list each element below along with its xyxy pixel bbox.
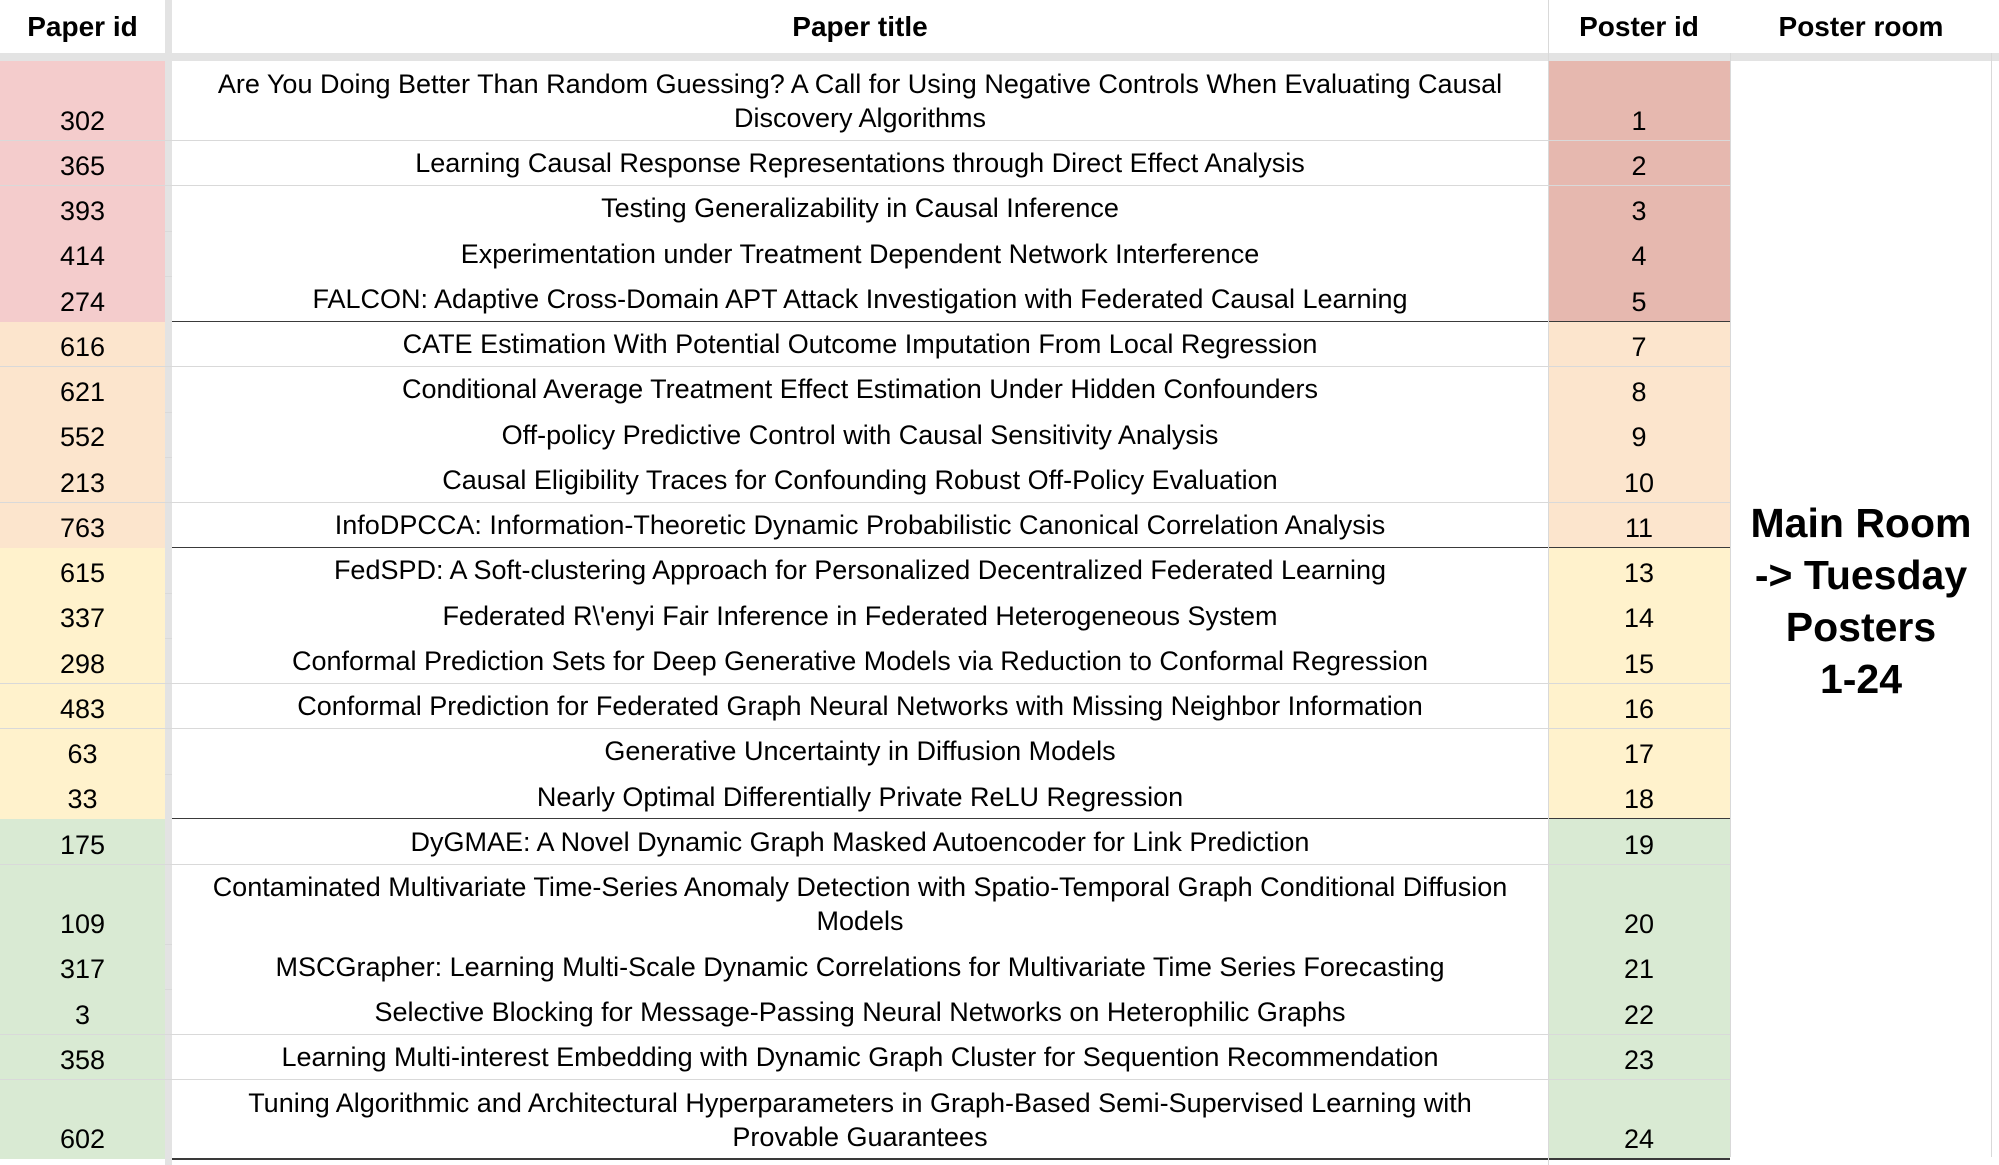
paper-title-cell[interactable]: Causal Eligibility Traces for Confounding Robust Off-Policy Evaluation <box>172 457 1548 502</box>
paper-title-cell[interactable]: Off-policy Predictive Control with Causal Sensitivity Analysis <box>172 412 1548 457</box>
header-poster-id[interactable]: Poster id <box>1548 0 1730 53</box>
paper-id-cell[interactable]: 602 <box>0 1080 165 1160</box>
paper-title-cell[interactable]: Conformal Prediction for Federated Graph Neural Networks with Missing Neighbor Information <box>172 684 1548 729</box>
table-row <box>0 276 1730 321</box>
table-row <box>0 989 1730 1034</box>
paper-title-cell[interactable]: Experimentation under Treatment Dependent Network Interference <box>172 231 1548 276</box>
table-row <box>0 1035 1730 1080</box>
header-paper-title[interactable]: Paper title <box>172 0 1548 53</box>
table-row <box>0 684 1730 729</box>
poster-id-cell[interactable]: 16 <box>1548 684 1730 729</box>
paper-title-cell[interactable]: DyGMAE: A Novel Dynamic Graph Masked Autoencoder for Link Prediction <box>172 819 1548 864</box>
column-divider <box>1548 0 1549 1165</box>
paper-title-cell[interactable]: Learning Causal Response Representations through Direct Effect Analysis <box>172 141 1548 186</box>
paper-title-cell[interactable]: Generative Uncertainty in Diffusion Models <box>172 729 1548 774</box>
paper-title-cell[interactable]: CATE Estimation With Potential Outcome Imputation From Local Regression <box>172 322 1548 367</box>
paper-title-cell[interactable]: Conformal Prediction Sets for Deep Generative Models via Reduction to Conformal Regression <box>172 638 1548 683</box>
poster-id-cell[interactable]: 2 <box>1548 141 1730 186</box>
paper-id-cell[interactable]: 616 <box>0 322 165 367</box>
poster-id-cell[interactable]: 5 <box>1548 276 1730 321</box>
paper-id-cell[interactable]: 213 <box>0 457 165 502</box>
table-row <box>0 593 1730 638</box>
table-row <box>0 231 1730 276</box>
paper-title-cell[interactable]: FALCON: Adaptive Cross-Domain APT Attack Investigation with Federated Causal Learning <box>172 276 1548 321</box>
paper-id-cell[interactable]: 109 <box>0 865 165 945</box>
paper-title-cell[interactable]: FedSPD: A Soft-clustering Approach for Personalized Decentralized Federated Learning <box>172 548 1548 593</box>
poster-room-label: Main Room -> Tuesday Posters 1-24 <box>1750 500 1972 702</box>
poster-id-cell[interactable]: 22 <box>1548 989 1730 1034</box>
poster-id-cell[interactable]: 20 <box>1548 865 1730 945</box>
table-row <box>0 638 1730 683</box>
paper-id-cell[interactable]: 175 <box>0 819 165 864</box>
table-row <box>0 944 1730 989</box>
poster-id-cell[interactable]: 10 <box>1548 457 1730 502</box>
poster-id-cell[interactable]: 11 <box>1548 503 1730 548</box>
paper-id-cell[interactable]: 358 <box>0 1035 165 1080</box>
poster-id-cell[interactable]: 21 <box>1548 944 1730 989</box>
poster-id-cell[interactable]: 8 <box>1548 367 1730 412</box>
poster-id-cell[interactable]: 4 <box>1548 231 1730 276</box>
paper-id-cell[interactable]: 317 <box>0 944 165 989</box>
paper-id-cell[interactable]: 337 <box>0 593 165 638</box>
table-row <box>0 457 1730 502</box>
paper-id-cell[interactable]: 365 <box>0 141 165 186</box>
paper-id-cell[interactable]: 302 <box>0 61 165 141</box>
paper-id-cell[interactable]: 3 <box>0 989 165 1034</box>
table-row <box>0 503 1730 548</box>
table-row <box>0 1080 1730 1160</box>
paper-title-cell[interactable]: InfoDPCCA: Information-Theoretic Dynamic Probabilistic Canonical Correlation Analysis <box>172 503 1548 548</box>
table-row <box>0 141 1730 186</box>
paper-title-cell[interactable]: Are You Doing Better Than Random Guessing? A Call for Using Negative Controls When Evaluating Causal Discovery Algorithms <box>172 61 1548 141</box>
poster-id-cell[interactable]: 18 <box>1548 774 1730 819</box>
paper-title-cell[interactable]: Testing Generalizability in Causal Inference <box>172 186 1548 231</box>
paper-id-cell[interactable]: 274 <box>0 276 165 321</box>
paper-title-cell[interactable]: Conditional Average Treatment Effect Estimation Under Hidden Confounders <box>172 367 1548 412</box>
poster-id-cell[interactable]: 3 <box>1548 186 1730 231</box>
poster-id-cell[interactable]: 13 <box>1548 548 1730 593</box>
paper-id-cell[interactable]: 63 <box>0 729 165 774</box>
poster-id-cell[interactable]: 15 <box>1548 638 1730 683</box>
paper-title-cell[interactable]: Learning Multi-interest Embedding with Dynamic Graph Cluster for Sequention Recommendation <box>172 1035 1548 1080</box>
table-row <box>0 322 1730 367</box>
poster-id-cell[interactable]: 17 <box>1548 729 1730 774</box>
header-poster-room[interactable]: Poster room <box>1730 0 1992 53</box>
paper-title-cell[interactable]: Nearly Optimal Differentially Private ReLU Regression <box>172 774 1548 819</box>
paper-title-cell[interactable]: Federated R\'enyi Fair Inference in Federated Heterogeneous System <box>172 593 1548 638</box>
paper-title-cell[interactable]: Selective Blocking for Message-Passing Neural Networks on Heterophilic Graphs <box>172 989 1548 1034</box>
poster-id-cell[interactable]: 9 <box>1548 412 1730 457</box>
paper-id-cell[interactable]: 393 <box>0 186 165 231</box>
paper-id-cell[interactable]: 763 <box>0 503 165 548</box>
paper-id-cell[interactable]: 621 <box>0 367 165 412</box>
poster-id-cell[interactable]: 19 <box>1548 819 1730 864</box>
table-row <box>0 367 1730 412</box>
paper-title-cell[interactable]: Tuning Algorithmic and Architectural Hyperparameters in Graph-Based Semi-Supervised Learning with Provable Guarantees <box>172 1080 1548 1160</box>
poster-id-cell[interactable]: 1 <box>1548 61 1730 141</box>
paper-id-cell[interactable]: 483 <box>0 684 165 729</box>
poster-room-cell[interactable] <box>1730 53 1992 1157</box>
paper-id-cell[interactable]: 298 <box>0 638 165 683</box>
table-row <box>0 186 1730 231</box>
paper-id-cell[interactable]: 414 <box>0 231 165 276</box>
table-row <box>0 548 1730 593</box>
poster-id-cell[interactable]: 7 <box>1548 322 1730 367</box>
paper-id-cell[interactable]: 615 <box>0 548 165 593</box>
table-row <box>0 819 1730 864</box>
poster-id-cell[interactable]: 14 <box>1548 593 1730 638</box>
paper-title-cell[interactable]: Contaminated Multivariate Time-Series Anomaly Detection with Spatio-Temporal Graph Conditional Diffusion Models <box>172 865 1548 945</box>
header-rule <box>0 53 1999 61</box>
poster-id-cell[interactable]: 23 <box>1548 1035 1730 1080</box>
table-row <box>0 61 1730 141</box>
table-row <box>0 729 1730 774</box>
table-row <box>0 412 1730 457</box>
group-divider <box>172 1158 1730 1160</box>
table-row <box>0 865 1730 945</box>
header-paper-id[interactable]: Paper id <box>0 0 165 53</box>
table-row <box>0 774 1730 819</box>
paper-id-cell[interactable]: 33 <box>0 774 165 819</box>
paper-title-cell[interactable]: MSCGrapher: Learning Multi-Scale Dynamic Correlations for Multivariate Time Series Forecasting <box>172 944 1548 989</box>
paper-id-cell[interactable]: 552 <box>0 412 165 457</box>
poster-id-cell[interactable]: 24 <box>1548 1080 1730 1160</box>
